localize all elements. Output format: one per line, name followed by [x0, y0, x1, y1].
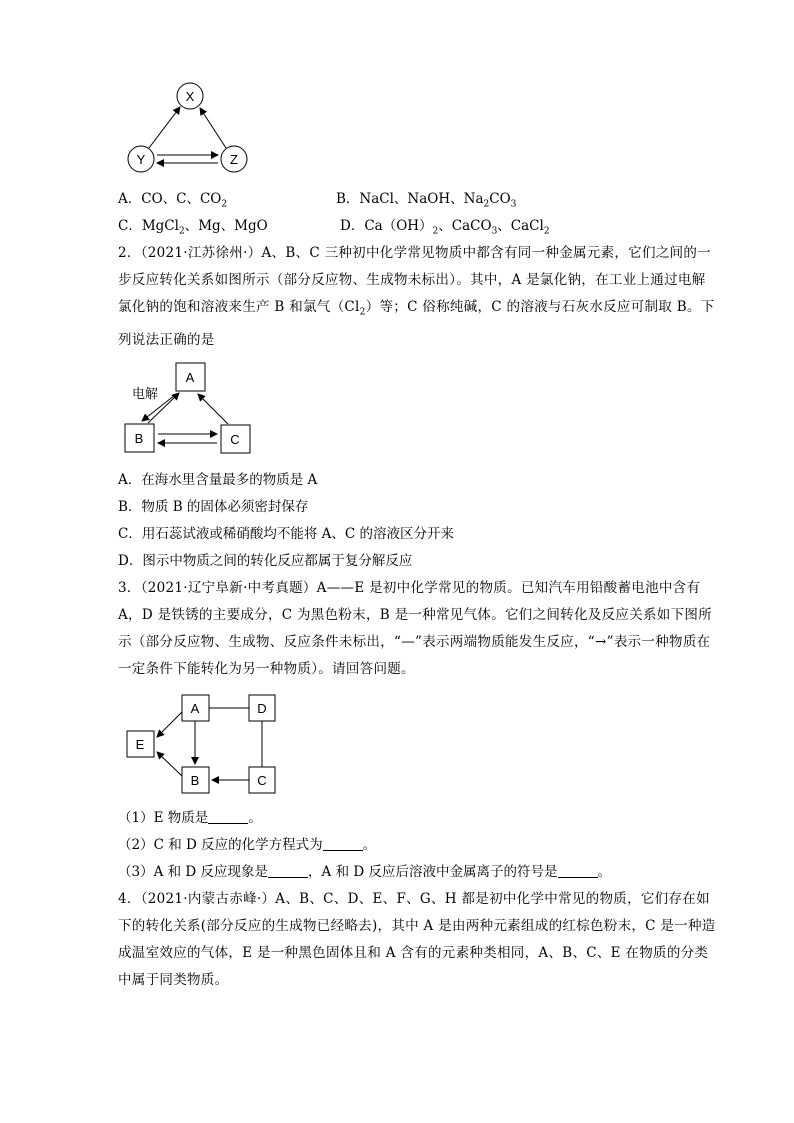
q3-sub2: （2）C 和 D 反应的化学方程式为 。: [118, 837, 377, 853]
q3-label-c: C: [257, 773, 267, 788]
q4-stem: 4．（2021·内蒙古赤峰·）A、B、C、D、E、F、G、H 都是初中化学中常见的物质，它们存在如下的转化关系(部分反应的生成物已经略去)，其中 A 是由两种元素组成的红棕色粉末，C 是一种造成温室效应的气体，E 是一种黑色固体且和 A 含有的元素种类相同，A、B、C、E 在物质的分类中属于同类物质。: [118, 891, 716, 988]
electrolysis-label: 电解: [132, 386, 159, 401]
triangle-diagram: [120, 80, 260, 180]
q3-label-a: A: [190, 701, 200, 716]
q1-option-a[interactable]: A．CO、C、$CO_2$: [118, 191, 228, 210]
q3-answer-blank-2[interactable]: [323, 836, 363, 851]
q1-option-b[interactable]: B．NaCl、NaOH、$Na_2CO_3$: [336, 191, 517, 210]
node-z-label: Z: [230, 152, 238, 167]
node-x-label: X: [185, 89, 195, 104]
abcde-diagram-q3: [120, 690, 290, 800]
q1-option-c[interactable]: C．MgCl$_2$、Mg、MgO: [118, 218, 268, 237]
node-y-label: Y: [136, 152, 146, 167]
q2-option-d[interactable]: D．图示中物质之间的转化反应都属于复分解反应: [118, 553, 413, 569]
q2-stem: 2．（2021·江苏徐州·）A、B、C 三种初中化学常见物质中都含有同一种金属元素，它们之间的一步反应转化关系如图所示（部分反应物、生成物未标出）。其中，A 是氯化钠，在工业上通过电解氯化钠的饱和溶液来生产 B 和氯气$(Cl_2)$等；C 俗称纯碱，C 的溶液与石灰水反应可制取 B。下列说法正确的是: [118, 245, 715, 348]
arrow-y-x: [149, 107, 180, 148]
q3-stem: 3．（2021·辽宁阜新·中考真题）A——E 是初中化学常见的物质。已知汽车用铅酸蓄电池中含有 A，D 是铁锈的主要成分，C 为黑色粉末，B 是一种常见气体。它们之间转化及反应关系如下图所示（部分反应物、生成物、反应条件未标出，“—”表示两端物质能发生反应，“→”表示一种物质在一定条件下能转化为另一种物质）。请回答问题。: [118, 580, 712, 677]
q3-answer-blank-1[interactable]: [208, 809, 248, 824]
q1-option-d[interactable]: D．$Ca(OH)_2$、CaCO$_3$、CaCl$_2$: [340, 218, 550, 237]
q3-sub1: （1）E 物质是 。: [118, 810, 262, 826]
q3-answer-blank-3[interactable]: [268, 863, 308, 878]
arrow-b-e: [157, 752, 182, 776]
box-c-label: C: [230, 432, 240, 447]
q3-sub3: （3）A 和 D 反应现象是 ，A 和 D 反应后溶液中金属离子的符号是 。: [118, 864, 611, 880]
q2-option-a[interactable]: A．在海水里含量最多的物质是 A: [118, 472, 318, 488]
q3-label-d: D: [257, 701, 267, 716]
q3-label-e: E: [135, 737, 145, 752]
box-b-label: B: [134, 431, 144, 446]
q2-option-c[interactable]: C．用石蕊试液或稀硝酸均不能将 A、C 的溶液区分开来: [118, 526, 454, 542]
abc-diagram-q2: [120, 358, 260, 458]
q2-option-b[interactable]: B．物质 B 的固体必须密封保存: [118, 499, 309, 515]
box-a-label: A: [185, 370, 195, 385]
arrow-c-a: [198, 394, 228, 424]
q3-label-b: B: [190, 773, 200, 788]
arrow-a-e: [157, 712, 182, 737]
arrow-z-x: [200, 108, 226, 148]
q3-answer-blank-4[interactable]: [558, 863, 598, 878]
